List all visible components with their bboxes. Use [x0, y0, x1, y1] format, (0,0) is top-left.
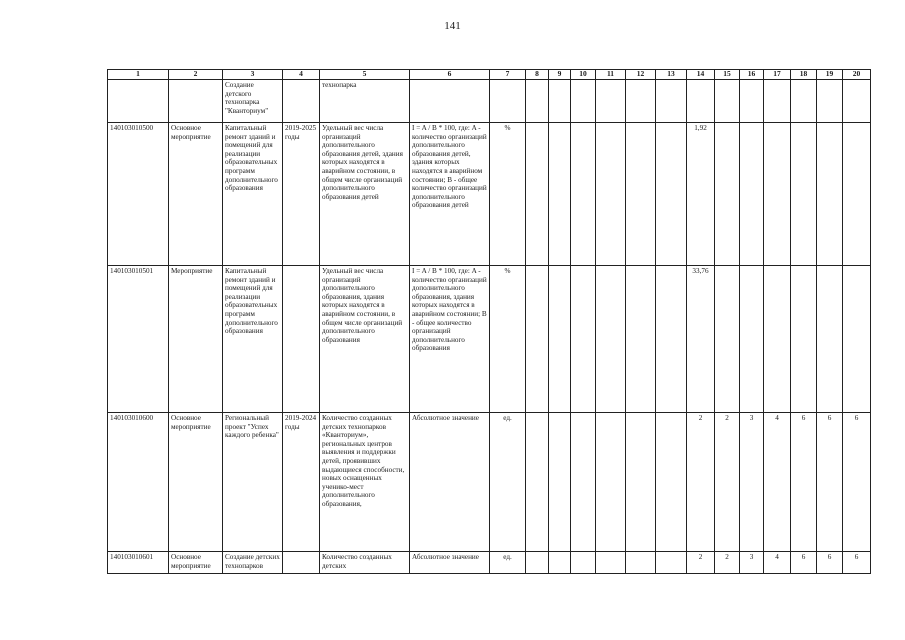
row-value-cell: 6 [791, 552, 817, 574]
row-value-cell [843, 123, 871, 266]
row-period-cell [283, 80, 320, 123]
row-type-cell: Основное мероприятие [169, 413, 223, 552]
row-value-cell [791, 123, 817, 266]
row-value-cell [626, 266, 656, 413]
header-cell: 10 [571, 70, 596, 80]
header-cell: 16 [740, 70, 764, 80]
row-name-cell: Капитальный ремонт зданий и помещений для реализации образовательных программ дополнительного образования [223, 123, 283, 266]
row-value-cell [687, 80, 715, 123]
row-formula-cell: Абсолютное значение [410, 552, 490, 574]
row-value-cell: 33,76 [687, 266, 715, 413]
row-value-cell [740, 266, 764, 413]
row-formula-cell [410, 80, 490, 123]
row-value-cell [791, 266, 817, 413]
row-indicator-cell: Удельный вес числа организаций дополнительного образования детей, здания которых находятся в аварийном состоянии, в общем числе организаций дополнительного образования детей [320, 123, 410, 266]
row-value-cell [596, 552, 626, 574]
row-type-cell: Основное мероприятие [169, 552, 223, 574]
header-cell: 7 [490, 70, 526, 80]
header-cell: 9 [549, 70, 571, 80]
row-indicator-cell: Удельный вес числа организаций дополнительного образования, здания которых находятся в аварийном состоянии, в общем числе организаций дополнительного образования [320, 266, 410, 413]
row-type-cell: Мероприятие [169, 266, 223, 413]
row-unit-cell: % [490, 266, 526, 413]
row-code-cell: 140103010500 [108, 123, 169, 266]
page-number: 141 [444, 20, 461, 32]
row-name-cell: Создание детского технопарка "Кванториум" [223, 80, 283, 123]
row-value-cell: 6 [843, 552, 871, 574]
row-value-cell [656, 413, 687, 552]
row-value-cell [571, 413, 596, 552]
row-value-cell [526, 413, 549, 552]
row-value-cell [764, 123, 791, 266]
row-value-cell: 6 [817, 552, 843, 574]
row-value-cell: 3 [740, 552, 764, 574]
row-value-cell [626, 80, 656, 123]
row-value-cell [843, 266, 871, 413]
row-period-cell: 2019-2025 годы [283, 123, 320, 266]
row-code-cell: 140103010601 [108, 552, 169, 574]
row-value-cell [715, 123, 740, 266]
row-value-cell [549, 123, 571, 266]
table-row [108, 552, 871, 574]
header-row [108, 70, 871, 80]
header-cell: 18 [791, 70, 817, 80]
row-value-cell [817, 80, 843, 123]
row-value-cell [526, 552, 549, 574]
header-cell: 1 [108, 70, 169, 80]
row-unit-cell [490, 80, 526, 123]
row-value-cell: 3 [740, 413, 764, 552]
row-value-cell [571, 266, 596, 413]
row-value-cell [764, 266, 791, 413]
row-value-cell [571, 123, 596, 266]
header-cell: 20 [843, 70, 871, 80]
row-code-cell: 140103010501 [108, 266, 169, 413]
header-cell: 6 [410, 70, 490, 80]
row-value-cell [740, 80, 764, 123]
row-unit-cell: ед. [490, 413, 526, 552]
row-period-cell [283, 552, 320, 574]
row-unit-cell: ед. [490, 552, 526, 574]
header-cell: 17 [764, 70, 791, 80]
row-value-cell [596, 80, 626, 123]
row-value-cell [571, 552, 596, 574]
row-value-cell: 6 [843, 413, 871, 552]
row-indicator-cell: Количество созданных детских технопарков «Кванториум», региональных центров выявления и поддержки детей, проявивших выдающиеся способности, новых оснащенных ученико-мест дополнительного образования, [320, 413, 410, 552]
header-cell: 11 [596, 70, 626, 80]
row-value-cell [571, 80, 596, 123]
row-type-cell [169, 80, 223, 123]
row-value-cell [549, 552, 571, 574]
row-value-cell: 2 [687, 552, 715, 574]
table-row [108, 123, 871, 266]
header-cell: 8 [526, 70, 549, 80]
header-cell: 4 [283, 70, 320, 80]
row-formula-cell: I = A / B * 100, где: A - количество организаций дополнительного образования, здания которых находятся в аварийном состоянии; B - общее количество организаций дополнительного образования [410, 266, 490, 413]
row-value-cell [764, 80, 791, 123]
row-value-cell: 4 [764, 552, 791, 574]
row-value-cell [526, 80, 549, 123]
row-name-cell: Капитальный ремонт зданий и помещений для реализации образовательных программ дополнительного образования [223, 266, 283, 413]
row-value-cell: 4 [764, 413, 791, 552]
row-type-cell: Основное мероприятие [169, 123, 223, 266]
row-value-cell [817, 266, 843, 413]
table-row [108, 80, 871, 123]
table-row [108, 413, 871, 552]
row-value-cell [596, 266, 626, 413]
row-value-cell [626, 413, 656, 552]
row-value-cell [596, 123, 626, 266]
row-value-cell: 2 [715, 413, 740, 552]
row-code-cell [108, 80, 169, 123]
row-value-cell [817, 123, 843, 266]
row-value-cell [626, 123, 656, 266]
row-value-cell [549, 266, 571, 413]
row-value-cell: 2 [687, 413, 715, 552]
header-cell: 2 [169, 70, 223, 80]
row-value-cell [740, 123, 764, 266]
row-value-cell [843, 80, 871, 123]
row-value-cell [626, 552, 656, 574]
row-formula-cell: Абсолютное значение [410, 413, 490, 552]
row-value-cell [526, 266, 549, 413]
header-cell: 14 [687, 70, 715, 80]
row-value-cell [791, 80, 817, 123]
row-value-cell [549, 413, 571, 552]
row-value-cell [526, 123, 549, 266]
row-value-cell [656, 80, 687, 123]
table-row [108, 266, 871, 413]
header-cell: 13 [656, 70, 687, 80]
row-unit-cell: % [490, 123, 526, 266]
row-period-cell: 2019-2024 годы [283, 413, 320, 552]
row-code-cell: 140103010600 [108, 413, 169, 552]
header-cell: 19 [817, 70, 843, 80]
row-value-cell: 1,92 [687, 123, 715, 266]
row-value-cell [656, 552, 687, 574]
row-value-cell [715, 266, 740, 413]
row-value-cell [715, 80, 740, 123]
row-formula-cell: I = A / B * 100, где: A - количество организаций дополнительного образования детей, здания которых находятся в аварийном состоянии; B - общее количество организаций дополнительного образования детей [410, 123, 490, 266]
row-value-cell [596, 413, 626, 552]
row-value-cell [656, 123, 687, 266]
row-period-cell [283, 266, 320, 413]
header-cell: 3 [223, 70, 283, 80]
row-value-cell [549, 80, 571, 123]
header-cell: 12 [626, 70, 656, 80]
row-value-cell [656, 266, 687, 413]
header-cell: 15 [715, 70, 740, 80]
row-name-cell: Создание детских технопарков [223, 552, 283, 574]
row-indicator-cell: Количество созданных детских [320, 552, 410, 574]
row-value-cell: 6 [817, 413, 843, 552]
row-indicator-cell: технопарка [320, 80, 410, 123]
row-name-cell: Региональный проект "Успех каждого ребенка" [223, 413, 283, 552]
indicators-table [107, 69, 871, 574]
header-cell: 5 [320, 70, 410, 80]
row-value-cell: 2 [715, 552, 740, 574]
row-value-cell: 6 [791, 413, 817, 552]
